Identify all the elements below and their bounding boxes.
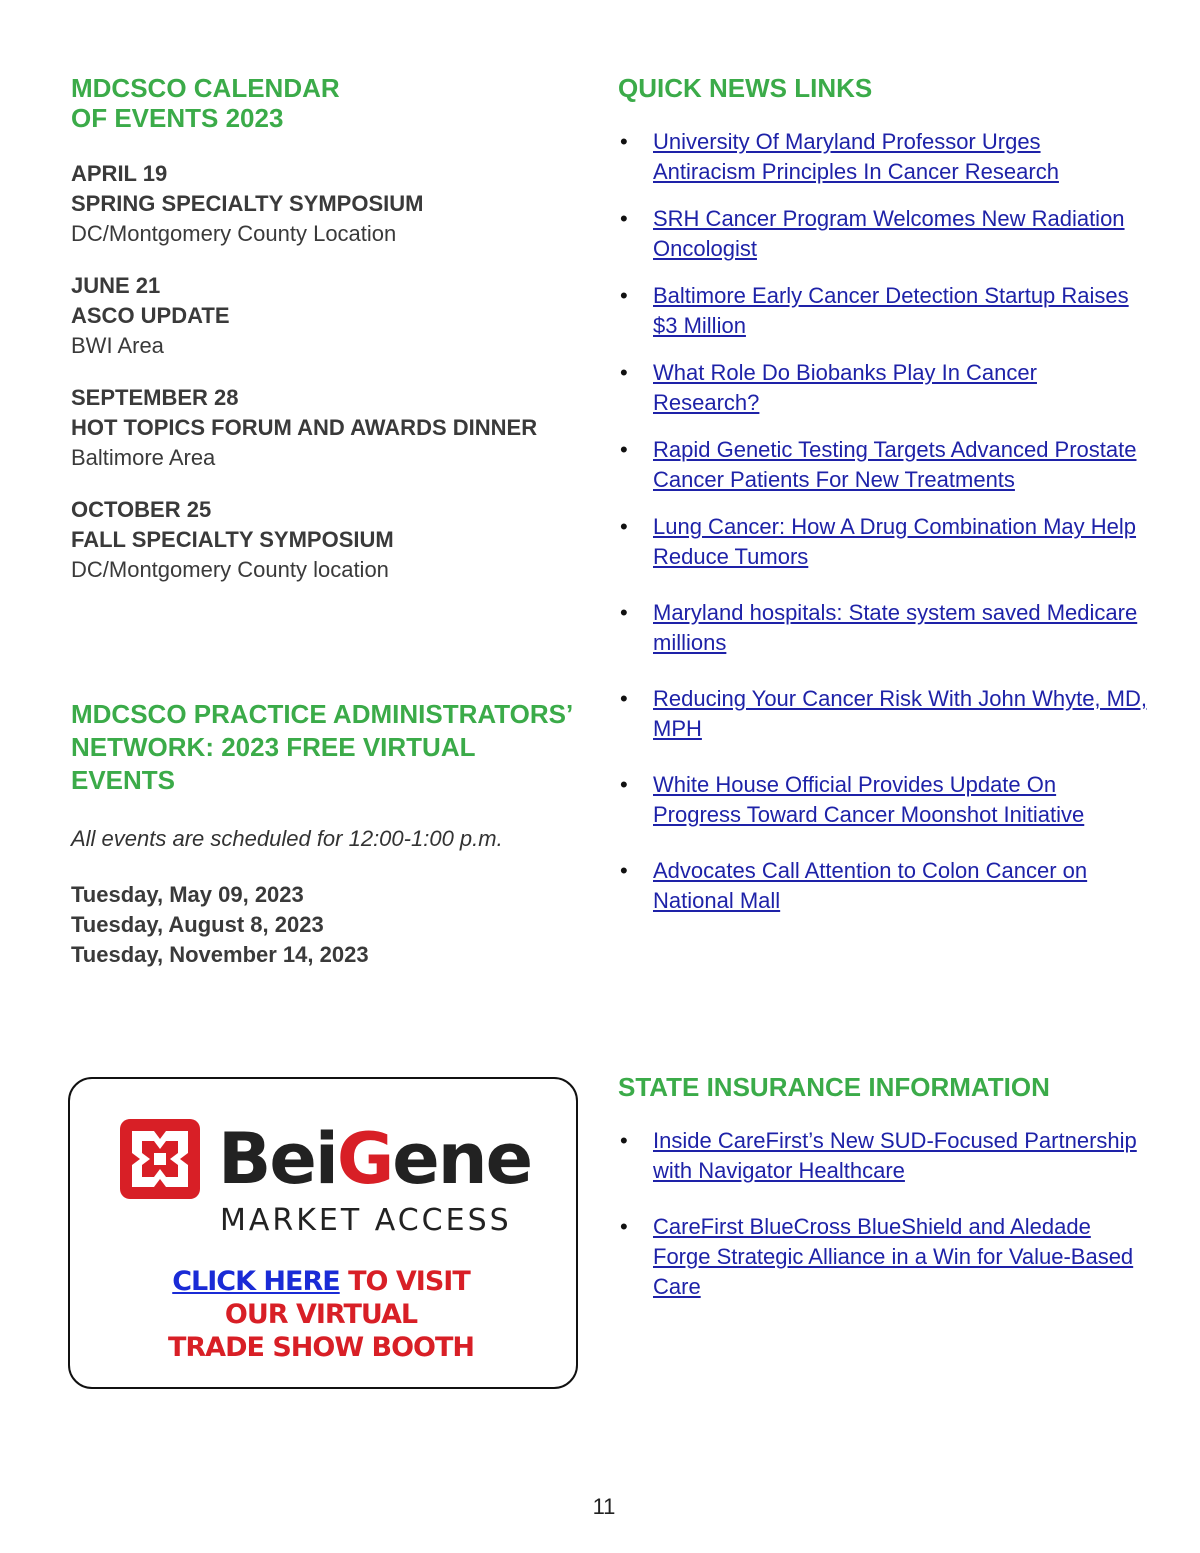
virtual-event-date: Tuesday, August 8, 2023: [71, 912, 324, 937]
event-date: SEPTEMBER 28: [71, 385, 239, 410]
bullet-icon: •: [620, 129, 628, 154]
beigene-ad[interactable]: [68, 1077, 578, 1389]
event-name: FALL SPECIALTY SYMPOSIUM: [71, 527, 394, 552]
news-link[interactable]: White House Official Provides Update On Progress Toward Cancer Moonshot Initiative: [653, 772, 1085, 827]
news-link[interactable]: Reducing Your Cancer Risk With John Whyte, MD, MPH: [653, 686, 1147, 741]
market-access-label: MARKET ACCESS: [220, 1203, 512, 1238]
bullet-icon: •: [620, 283, 628, 308]
event-location: DC/Montgomery County Location: [71, 221, 397, 246]
bullet-icon: •: [620, 772, 628, 797]
event-item: [71, 271, 581, 361]
quick-news-list: [618, 127, 1148, 916]
list-item: [618, 204, 1148, 264]
calendar-heading-line2: OF EVENTS 2023: [71, 103, 284, 133]
news-link[interactable]: Baltimore Early Cancer Detection Startup Raises $3 Million: [653, 283, 1129, 338]
news-link[interactable]: Advocates Call Attention to Colon Cancer on National Mall: [653, 858, 1088, 913]
event-date: OCTOBER 25: [71, 497, 212, 522]
news-link[interactable]: University Of Maryland Professor Urges Antiracism Principles In Cancer Research: [653, 129, 1059, 184]
event-name: ASCO UPDATE: [71, 303, 230, 328]
bullet-icon: •: [620, 1214, 628, 1239]
click-here-link[interactable]: CLICK HERE: [172, 1266, 340, 1297]
bullet-icon: •: [620, 600, 628, 625]
schedule-note: All events are scheduled for 12:00-1:00 p.m.: [71, 826, 503, 851]
insurance-link[interactable]: CareFirst BlueCross BlueShield and Aledade Forge Strategic Alliance in a Win for Value-Based Care: [653, 1214, 1134, 1299]
brand-suffix: ene: [392, 1118, 532, 1200]
page-number: 11: [592, 1494, 616, 1519]
beigene-wordmark: [218, 1119, 531, 1199]
list-item: [618, 358, 1148, 418]
virtual-event-date: Tuesday, May 09, 2023: [71, 882, 304, 907]
news-link[interactable]: Rapid Genetic Testing Targets Advanced Prostate Cancer Patients For New Treatments: [653, 437, 1137, 492]
admin-network-heading: [71, 698, 581, 797]
beigene-logo-icon: [120, 1119, 200, 1199]
calendar-heading: [71, 73, 581, 133]
list-item: [618, 1212, 1148, 1302]
list-item: [618, 598, 1148, 658]
event-item: [71, 383, 581, 473]
news-link[interactable]: Maryland hospitals: State system saved Medicare millions: [653, 600, 1138, 655]
news-link[interactable]: SRH Cancer Program Welcomes New Radiation Oncologist: [653, 206, 1125, 261]
brand-g: G: [336, 1118, 393, 1200]
news-link[interactable]: What Role Do Biobanks Play In Cancer Research?: [653, 360, 1037, 415]
list-item: [618, 684, 1148, 744]
list-item: [618, 856, 1148, 916]
list-item: [618, 435, 1148, 495]
admin-network-section: [71, 698, 581, 970]
quick-news-heading: QUICK NEWS LINKS: [618, 73, 873, 103]
event-location: DC/Montgomery County location: [71, 557, 389, 582]
virtual-booth-cta: [70, 1265, 580, 1364]
state-insurance-list: [618, 1126, 1148, 1302]
event-date: JUNE 21: [71, 273, 161, 298]
state-insurance-heading: STATE INSURANCE INFORMATION: [618, 1072, 1050, 1102]
insurance-link[interactable]: Inside CareFirst’s New SUD-Focused Partnership with Navigator Healthcare: [653, 1128, 1137, 1183]
event-location: BWI Area: [71, 333, 164, 358]
cta-line2: OUR VIRTUAL: [224, 1299, 418, 1330]
event-name: HOT TOPICS FORUM AND AWARDS DINNER: [71, 415, 538, 440]
event-name: SPRING SPECIALTY SYMPOSIUM: [71, 191, 424, 216]
quick-news-section: [618, 73, 1148, 933]
bullet-icon: •: [620, 437, 628, 462]
calendar-section: [71, 73, 581, 607]
event-location: Baltimore Area: [71, 445, 216, 470]
bullet-icon: •: [620, 686, 628, 711]
cta-line3: TRADE SHOW BOOTH: [167, 1332, 475, 1363]
virtual-event-dates: [71, 880, 581, 970]
event-item: [71, 159, 581, 249]
virtual-event-date: Tuesday, November 14, 2023: [71, 942, 369, 967]
bullet-icon: •: [620, 1128, 628, 1153]
events-list: [71, 159, 581, 585]
calendar-heading-line1: MDCSCO CALENDAR: [71, 73, 340, 103]
bullet-icon: •: [620, 206, 628, 231]
list-item: [618, 127, 1148, 187]
state-insurance-section: [618, 1072, 1148, 1319]
bullet-icon: •: [620, 858, 628, 883]
cta-text: TO VISIT: [339, 1266, 470, 1297]
admin-network-heading-line2: NETWORK: 2023 FREE VIRTUAL EVENTS: [71, 732, 476, 795]
event-item: [71, 495, 581, 585]
bullet-icon: •: [620, 514, 628, 539]
list-item: [618, 770, 1148, 830]
list-item: [618, 512, 1148, 572]
list-item: [618, 281, 1148, 341]
bullet-icon: •: [620, 360, 628, 385]
brand-prefix: Bei: [218, 1118, 337, 1200]
news-link[interactable]: Lung Cancer: How A Drug Combination May Help Reduce Tumors: [653, 514, 1137, 569]
list-item: [618, 1126, 1148, 1186]
admin-network-heading-line1: MDCSCO PRACTICE ADMINISTRATORS’: [71, 699, 574, 729]
event-date: APRIL 19: [71, 161, 168, 186]
